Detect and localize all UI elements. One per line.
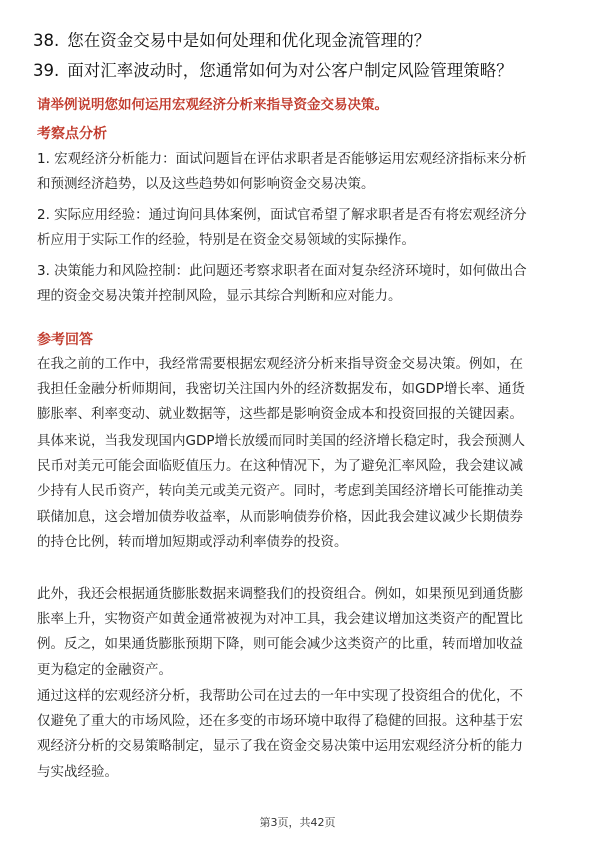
answer-paragraph-2 [37,429,557,580]
answer-paragraph-3 [37,582,557,683]
analysis-section-title: 考察点分析 [37,126,107,142]
question-text: 您在资金交易中是如何处理和优化现金流管理的？ [67,31,431,50]
question-number: 39. [33,61,60,80]
text-line: 民币对美元可能会面临贬值压力。在这种情况下，为了避免汇率风险，我会建议减 [37,458,523,475]
page-number-footer: 第3页，共42页 [259,816,336,829]
text-line: 和预测经济趋势，以及这些趋势如何影响资金交易决策。 [37,176,375,193]
text-line: 理的资金交易决策并控制风险，显示其综合判断和应对能力。 [37,288,402,305]
text-line: 我担任金融分析师期间，我密切关注国内外的经济数据发布，如GDP增长率、通货 [37,381,525,398]
text-line: 在我之前的工作中，我经常需要根据宏观经济分析来指导资金交易决策。例如，在 [37,356,523,372]
text-line: 膨胀率、利率变动、就业数据等，这些都是影响资金成本和投资回报的关键因素。 [37,406,523,423]
text-line: 析应用于实际工作的经验，特别是在资金交易领域的实际操作。 [37,232,415,249]
question-item-39 [33,56,573,86]
answer-paragraph-4 [37,684,557,785]
text-line: 胀率上升，实物资产如黄金通常被视为对冲工具，我会建议增加这类资产的配置比 [37,611,523,628]
text-line: 具体来说，当我发现国内GDP增长放缓而同时美国的经济增长稳定时，我会预测人 [37,433,525,449]
question-list [33,26,573,86]
text-line: 例。反之，如果通货膨胀预期下降，则可能会减少这类资产的比重，转而增加收益 [37,636,523,653]
text-line: 少持有人民币资产，转向美元或美元资产。同时，考虑到美国经济增长可能推动美 [37,483,523,500]
text-line: 通过这样的宏观经济分析，我帮助公司在过去的一年中实现了投资组合的优化，不 [37,688,523,704]
text-line: 3. 决策能力和风险控制：此问题还考察求职者在面对复杂经济环境时，如何做出合 [37,263,527,279]
highlight-question: 请举例说明您如何运用宏观经济分析来指导资金交易决策。 [37,97,388,113]
answer-paragraph-1 [37,352,557,428]
analysis-point-3 [37,259,557,309]
text-line: 此外，我还会根据通货膨胀数据来调整我们的投资组合。例如，如果预见到通货膨 [37,586,523,602]
question-number: 38. [33,31,60,50]
text-line: 与实战经验。 [37,763,118,780]
text-line: 联储加息，这会增加债券收益率，从而影响债券价格，因此我会建议减少长期债券 [37,508,523,525]
text-line: 观经济分析的交易策略制定，显示了我在资金交易决策中运用宏观经济分析的能力 [37,738,523,755]
text-line: 的持仓比例，转而增加短期或浮动利率债券的投资。 [37,533,348,550]
text-line [37,555,557,580]
text-line: 1. 宏观经济分析能力：面试问题旨在评估求职者是否能够运用宏观经济指标来分析 [37,151,527,167]
question-item-38 [33,26,573,56]
text-line: 更为稳定的金融资产。 [37,661,172,678]
text-line: 仅避免了重大的市场风险，还在多变的市场环境中取得了稳健的回报。这种基于宏 [37,713,523,730]
text-line: 2. 实际应用经验：通过询问具体案例，面试官希望了解求职者是否有将宏观经济分 [37,207,527,223]
analysis-point-1 [37,147,557,197]
question-text: 面对汇率波动时，您通常如何为对公客户制定风险管理策略？ [67,61,513,80]
answer-section-title: 参考回答 [37,332,93,348]
analysis-point-2 [37,203,557,253]
